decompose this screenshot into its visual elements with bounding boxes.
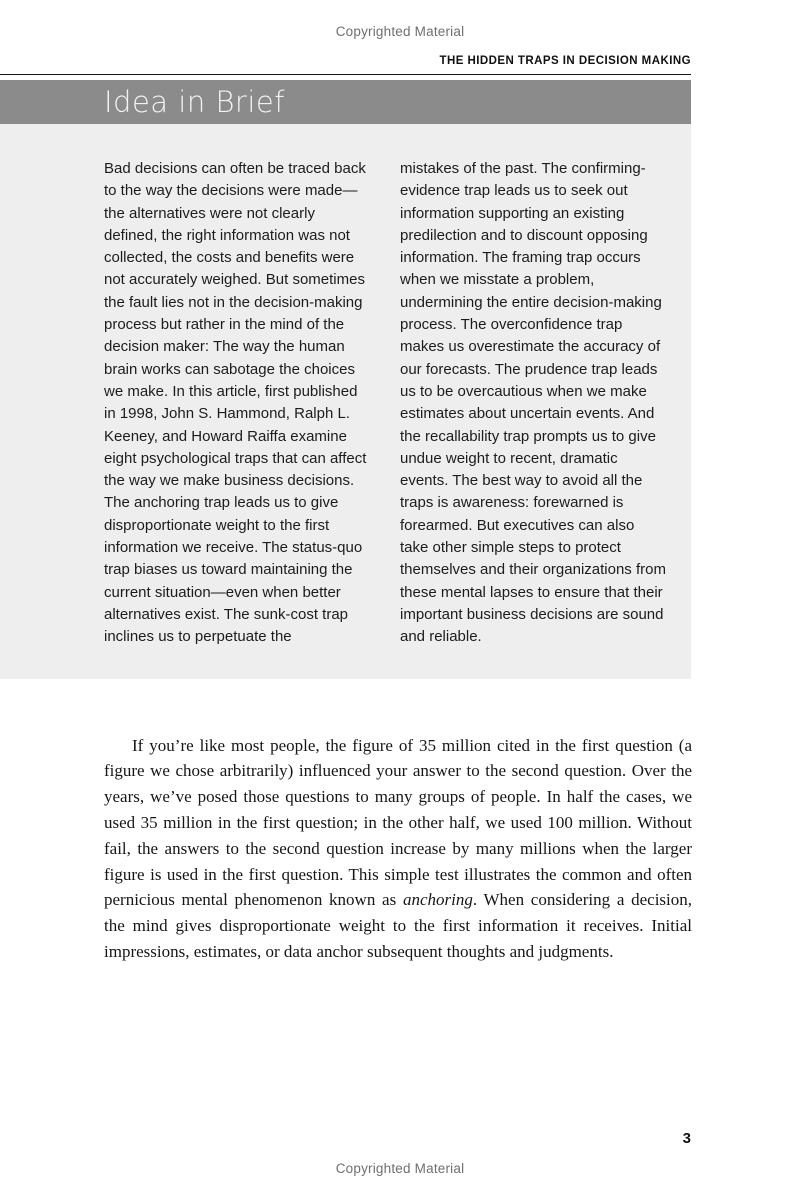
page-number: 3 [682, 1130, 691, 1147]
copyright-notice-top: Copyrighted Material [335, 24, 465, 39]
idea-in-brief-column-right: mistakes of the past. The confirming-evidence trap leads us to seek out information supporting an existing predilection and to discount opposing information. The framing trap occurs when we misstate a problem, undermining the entire decision-making process. The overconfidence trap makes us overestimate the accuracy of our forecasts. The prudence trap leads us to be overcautious when we make estimates about uncertain events. And the recallability trap prompts us to give undue weight to recent, dramatic events. The best way to avoid all the traps is awareness: forewarned is forearmed. But executives can also take other simple steps to protect themselves and their organizations from these mental lapses to ensure that their important business decisions are sound and reliable. [400, 160, 666, 646]
copyright-notice-bottom: Copyrighted Material [335, 1161, 465, 1176]
anchoring-term-italic: anchoring [402, 890, 473, 910]
idea-in-brief-box [0, 124, 691, 679]
body-paragraph-text-after: . When considering a decision, the mind gives disproportionate weight to the first information it receives. Initial impressions, estimates, or data anchor subsequent thoughts and judgments. [104, 890, 693, 961]
body-paragraph [104, 733, 692, 965]
idea-in-brief-column-left: Bad decisions can often be traced back to the way the decisions were made—the alternatives were not clearly defined, the right information was not collected, the costs and benefits were not accurately weighed. But sometimes the fault lies not in the decision-making process but rather in the mind of the decision maker: The way the human brain works can sabotage the choices we make. In this article, first published in 1998, John S. Hammond, Ralph L. Keeney, and Howard Raiffa examine eight psychological traps that can affect the way we make business decisions. The anchoring trap leads us to give disproportionate weight to the first information we receive. The status-quo trap biases us toward maintaining the current situation—even when better alternatives exist. The sunk-cost trap inclines us to perpetuate the [104, 160, 367, 646]
running-head-title: THE HIDDEN TRAPS IN DECISION MAKING [0, 55, 691, 75]
idea-in-brief-banner [0, 80, 691, 124]
page-content [0, 55, 691, 965]
idea-in-brief-title: Idea in Brief [104, 85, 285, 119]
body-paragraph-text-before: If you’re like most people, the figure of 35 million cited in the first question (a figure we chose arbitrarily) influenced your answer to the second question. Over the years, we’ve posed those questions to many groups of people. In half the cases, we used 35 million in the first question; in the other half, we used 100 million. Without fail, the answers to the second question increase by many millions when the larger figure is used in the first question. This simple test illustrates the common and often pernicious mental phenomenon known as [104, 735, 692, 910]
